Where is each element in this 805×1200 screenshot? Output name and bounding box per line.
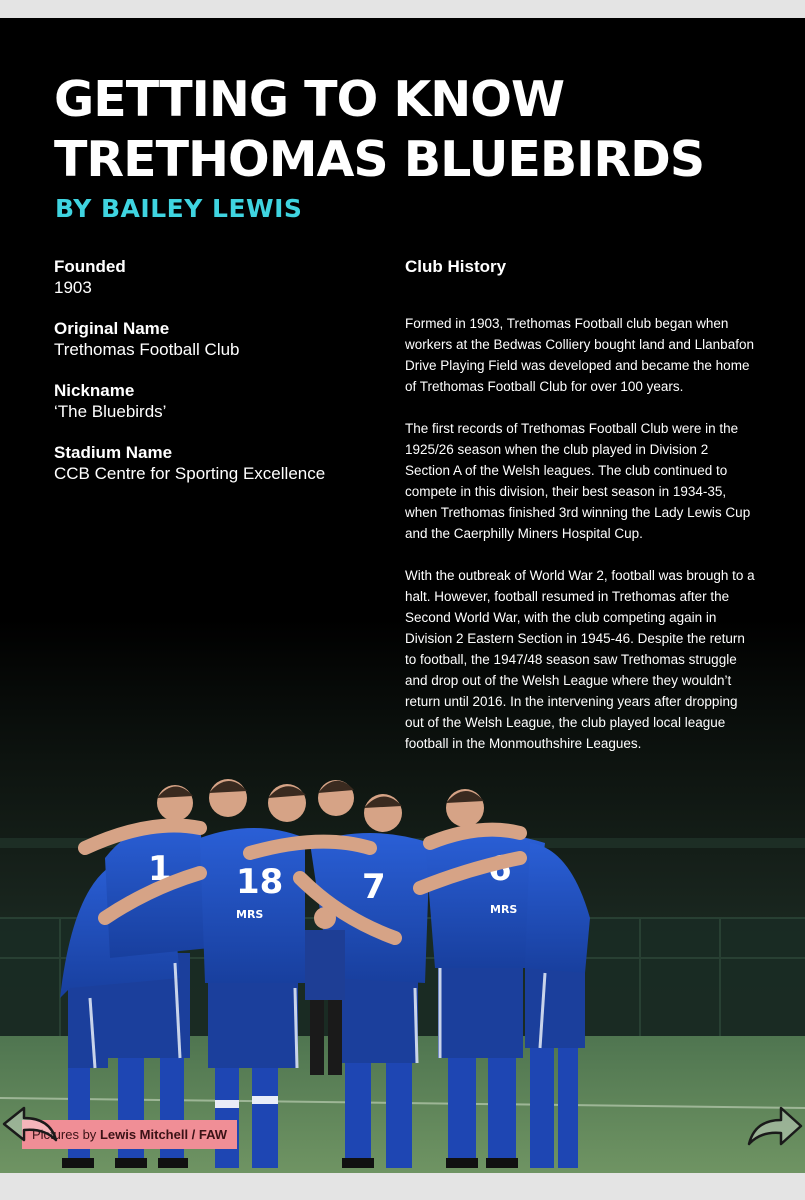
- history-paragraph: Formed in 1903, Trethomas Football club began when workers at the Bedwas Colliery bought land and Llanbafon Drive Playing Field was developed and became the home of Trethomas Football Club for over 100 years.: [405, 316, 754, 394]
- fact-value: CCB Centre for Sporting Excellence: [54, 464, 326, 483]
- fact-label: Nickname: [54, 381, 135, 400]
- fact-nickname: [54, 380, 374, 422]
- shirt-number: 6: [488, 849, 512, 889]
- fact-stadium-name: [54, 442, 374, 484]
- fact-label: Original Name: [54, 319, 170, 338]
- title-line: TRETHOMAS BLUEBIRDS: [54, 131, 705, 188]
- fact-label: Stadium Name: [54, 443, 173, 462]
- magazine-page: [0, 18, 805, 1173]
- shirt-sponsor: MRS: [490, 903, 518, 916]
- shirt-number: 18: [236, 862, 284, 902]
- photo-credit-prefix: Pictures by: [32, 1127, 97, 1142]
- shirt-number: 1: [148, 849, 172, 889]
- photo-credit-name: Lewis Mitchell / FAW: [99, 1127, 228, 1142]
- fact-value: 1903: [54, 278, 92, 297]
- club-facts: [54, 256, 374, 504]
- shirt-sponsor: MRS: [236, 908, 264, 921]
- fact-value: Trethomas Football Club: [54, 340, 240, 359]
- fact-value: ‘The Bluebirds’: [54, 402, 167, 421]
- fact-original-name: [54, 318, 374, 360]
- history-paragraph: With the outbreak of World War 2, football was brough to a halt. However, football resumed in Trethomas after the Second World War, with the club competing again in Division 2 Eastern Section in 1945-46. Despite the return to football, the 1947/48 season saw Trethomas struggle and drop out of the Welsh League where they wouldn’t return until 2016. In the intervening years after dropping out of the Welsh League, the club played local league football in the Monmouthshire Leagues.: [405, 568, 755, 751]
- club-history-heading: Club History: [405, 257, 507, 276]
- club-history: [405, 256, 755, 775]
- fact-label: Founded: [54, 257, 126, 276]
- page-title: [54, 70, 704, 190]
- shirt-number: 7: [362, 867, 386, 907]
- history-paragraph: The first records of Trethomas Football Club were in the 1925/26 season when the club played in Division 2 Section A of the Welsh leagues. The club continued to compete in this division, their best season in 1934-35, when Trethomas finished 3rd winning the Lady Lewis Cup and the Caerphilly Miners Hospital Cup.: [405, 421, 751, 541]
- fact-founded: [54, 256, 374, 298]
- byline: BY BAILEY LEWIS: [55, 194, 303, 223]
- curved-arrow-left-icon[interactable]: [0, 1100, 60, 1150]
- curved-arrow-right-icon[interactable]: [745, 1100, 805, 1150]
- title-line: GETTING TO KNOW: [54, 71, 565, 128]
